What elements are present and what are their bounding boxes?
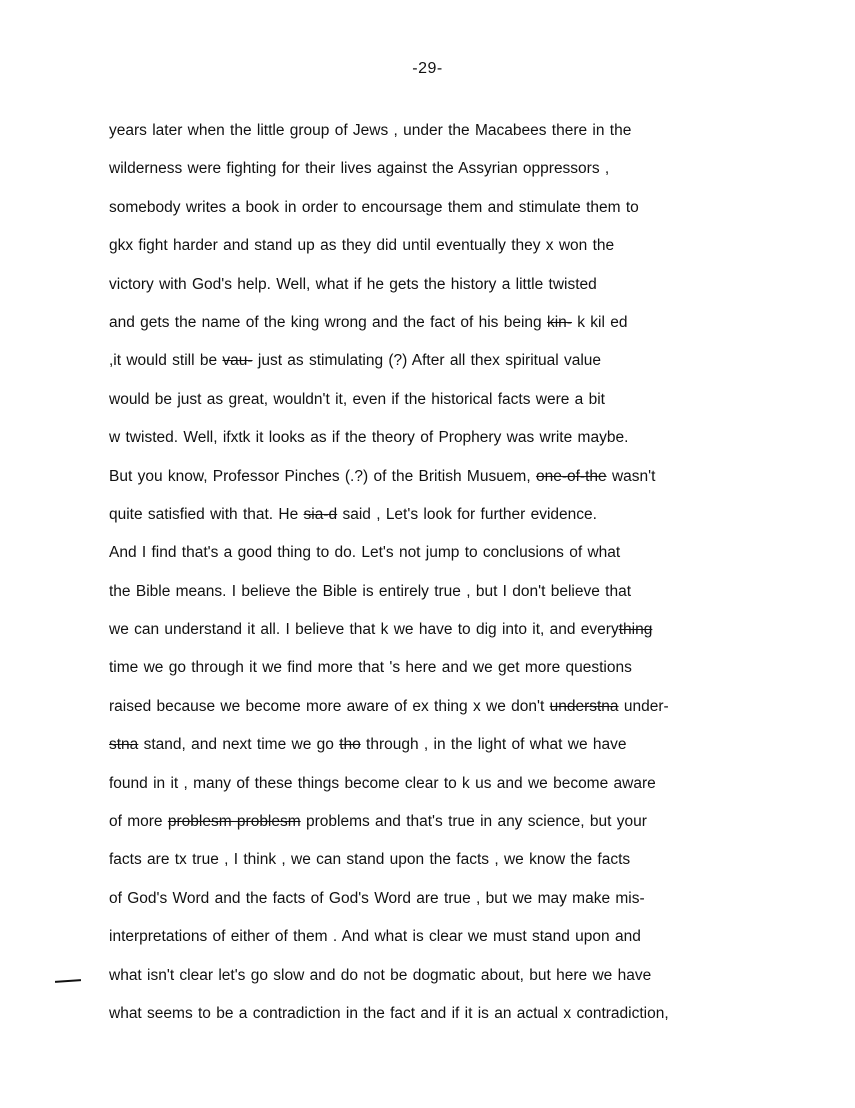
- text-segment: w twisted. Well, ifxtk it looks as if the theory of Prophery was write maybe.: [109, 429, 629, 447]
- text-segment: gkx fight harder and stand up as they did until eventually they x won the: [109, 237, 615, 255]
- text-line: [109, 688, 799, 726]
- text-segment: stand, and next time we go: [138, 736, 340, 754]
- struck-text: kin-: [546, 313, 572, 331]
- text-segment: years later when the little group of Jews , under the Macabees there in the: [109, 122, 632, 139]
- text-segment: just as stimulating (?) After all thex spiritual value: [252, 352, 602, 370]
- body-text: [109, 112, 799, 1033]
- text-line: [109, 649, 799, 687]
- text-segment: But you know, Professor Pinches (.?) of the British Musuem,: [109, 467, 536, 485]
- text-line: [109, 189, 799, 227]
- text-line: [109, 918, 799, 956]
- text-segment: what isn't clear let's go slow and do not be dogmatic about, but here we have: [109, 966, 652, 984]
- text-segment: through , in the light of what we have: [360, 736, 627, 754]
- text-segment: of more: [109, 813, 168, 831]
- struck-text: problesm problesm: [167, 813, 301, 831]
- struck-text: thing: [618, 621, 653, 639]
- text-line: [109, 227, 799, 265]
- text-segment: we can understand it all. I believe that k we have to dig into it, and every: [109, 621, 619, 639]
- text-segment: of God's Word and the facts of God's Word are true , but we may make mis-: [109, 889, 645, 907]
- text-segment: would be just as great, wouldn't it, even if the historical facts were a bit: [109, 390, 605, 408]
- struck-text: stna: [109, 736, 139, 754]
- text-segment: quite satisfied with that. He: [109, 505, 304, 523]
- text-segment: victory with God's help. Well, what if he gets the history a little twisted: [109, 275, 597, 293]
- text-line: [109, 419, 799, 457]
- text-segment: what seems to be a contradiction in the fact and if it is an actual x contradiction,: [109, 1004, 669, 1022]
- text-line: [109, 995, 799, 1033]
- text-segment: time we go through it we find more that 's here and we get more questions: [109, 659, 632, 677]
- text-line: [109, 381, 799, 419]
- text-segment: interpretations of either of them . And what is clear we must stand upon and: [109, 928, 641, 946]
- text-line: [109, 880, 799, 918]
- text-line: [109, 112, 799, 150]
- text-segment: raised because we become more aware of ex thing x we don't: [109, 697, 550, 715]
- struck-text: one-of-the: [535, 467, 607, 485]
- text-segment: said , Let's look for further evidence.: [337, 505, 597, 523]
- text-line: [109, 841, 799, 879]
- margin-mark: [55, 979, 81, 983]
- text-segment: found in it , many of these things become clear to k us and we become aware: [109, 774, 656, 792]
- text-line: [109, 957, 799, 995]
- text-line: [109, 304, 799, 342]
- struck-text: sia-d: [303, 505, 338, 523]
- text-segment: wasn't: [606, 467, 656, 485]
- text-segment: and gets the name of the king wrong and the fact of his being: [109, 313, 547, 331]
- text-line: [109, 765, 799, 803]
- text-segment: facts are tx true , I think , we can stand upon the facts , we know the facts: [109, 851, 631, 869]
- text-line: [109, 803, 799, 841]
- text-segment: under-: [618, 697, 669, 715]
- struck-text: vau-: [222, 352, 253, 370]
- text-segment: problems and that's true in any science, but your: [300, 813, 647, 831]
- struck-text: understna: [549, 697, 619, 715]
- text-segment: ,it would still be: [109, 352, 223, 370]
- text-line: [109, 726, 799, 764]
- text-segment: somebody writes a book in order to encoursage them and stimulate them to: [109, 198, 639, 216]
- text-line: [109, 496, 799, 534]
- text-segment: the Bible means. I believe the Bible is entirely true , but I don't believe that: [109, 582, 632, 600]
- text-line: [109, 611, 799, 649]
- text-segment: wilderness were fighting for their lives against the Assyrian oppressors ,: [109, 160, 610, 178]
- text-line: [109, 458, 799, 496]
- page-number: -29-: [412, 60, 443, 77]
- text-line: [109, 266, 799, 304]
- text-line: [109, 342, 799, 380]
- text-segment: And I find that's a good thing to do. Let's not jump to conclusions of what: [109, 544, 621, 562]
- text-line: [109, 150, 799, 188]
- text-line: [109, 534, 799, 572]
- struck-text: tho: [339, 736, 361, 754]
- text-line: [109, 573, 799, 611]
- text-segment: k kil ed: [571, 313, 628, 331]
